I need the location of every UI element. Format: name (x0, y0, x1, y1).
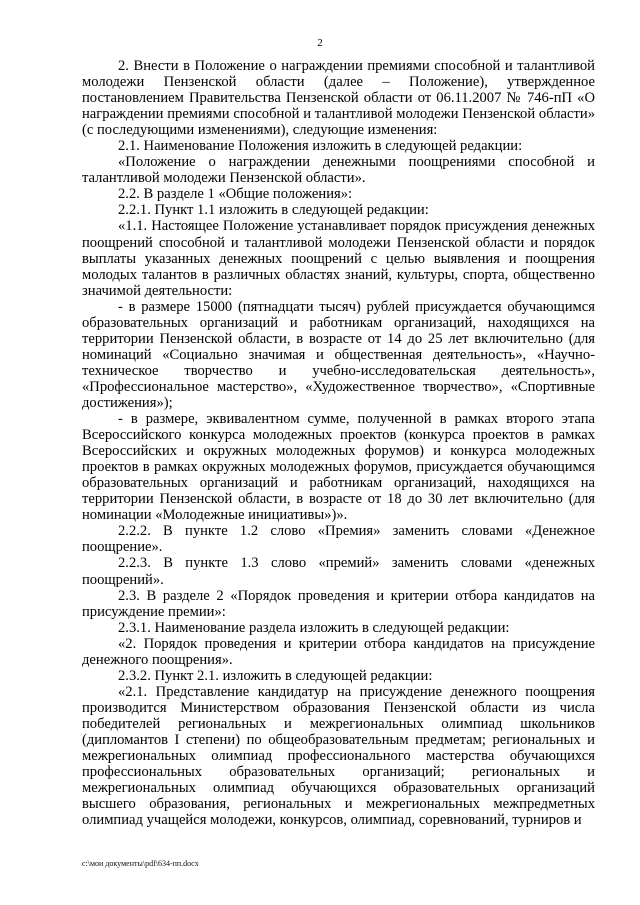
paragraph-item-2: 2. Внести в Положение о награждении премиями способной и талантливой молодежи Пензенской области (далее – Положение), утвержденное постановлением Правительства Пензенской области от 06.11.2007 № 746-пП «О награждении премиями способной и талантливой молодежи Пензенской области» (с последующими изменениями), следующие изменения: (82, 58, 595, 139)
paragraph-2-2-2: 2.2.2. В пункте 1.2 слово «Премия» заменить словами «Денежное поощрение». (82, 523, 595, 556)
paragraph-2-3-1: 2.3.1. Наименование раздела изложить в следующей редакции: (118, 619, 510, 636)
footer-file-path: c:\мои документы\pdf\634-пп.docx (82, 859, 199, 868)
paragraph-new-title: «Положение о награждении денежными поощрениями способной и талантливой молодежи Пензенской области». (82, 154, 595, 187)
paragraph-2-3-2: 2.3.2. Пункт 2.1. изложить в следующей редакции: (118, 667, 433, 684)
page-number: 2 (317, 37, 323, 49)
paragraph-2-2: 2.2. В разделе 1 «Общие положения»: (118, 186, 353, 203)
paragraph-2-2-3: 2.2.3. В пункте 1.3 слово «премий» заменить словами «денежных поощрений». (82, 555, 595, 588)
paragraph-1-1-text: «1.1. Настоящее Положение устанавливает порядок присуждения денежных поощрений способной и талантливой молодежи Пензенской области и порядок выплаты указанных денежных поощрений с целью выявления и поощрения молодых талантов в различных областях знаний, культуры, спорта, общественно значимой деятельности: (82, 218, 595, 299)
paragraph-bullet-15000: - в размере 15000 (пятнадцати тысяч) рублей присуждается обучающимся образовательных организаций и работникам организаций, находящихся на территории Пензенской области, в возрасте от 14 до 25 лет включительно (для номинаций «Социально значимая и общественная деятельность», «Научно-техническое творчество и учебно-исследовательская деятельность», «Профессиональное мастерство», «Художественное творчество», «Спортивные достижения»); (82, 298, 595, 411)
paragraph-2-1: 2.1. Наименование Положения изложить в следующей редакции: (118, 138, 523, 155)
paragraph-2-3: 2.3. В разделе 2 «Порядок проведения и критерии отбора кандидатов на присуждение премии»: (82, 587, 595, 620)
paragraph-section-title: «2. Порядок проведения и критерии отбора кандидатов на присуждение денежного поощрения». (82, 635, 595, 668)
paragraph-2-2-1: 2.2.1. Пункт 1.1 изложить в следующей редакции: (118, 202, 429, 219)
paragraph-2-1-text: «2.1. Представление кандидатур на присуждение денежного поощрения производится Министерством образования Пензенской области из числа победителей региональных и межрегиональных олимпиад школьников (дипломантов I степени) по общеобразовательным предметам; региональных и межрегиональных олимпиад профессионального мастерства обучающихся профессиональных образовательных организаций; региональных и межрегиональных олимпиад обучающихся образовательных организаций высшего образования, региональных и межрегиональных межпредметных олимпиад учащейся молодежи, конкурсов, олимпиад, соревнований, турниров и (82, 683, 595, 829)
paragraph-bullet-equivalent: - в размере, эквивалентном сумме, полученной в рамках второго этапа Всероссийского конкурса молодежных проектов (конкурса проектов в рамках Всероссийских и окружных молодежных форумов) и конкурса молодежных проектов в рамках окружных молодежных форумов, присуждается обучающимся образовательных организаций и работникам организаций, находящихся на территории Пензенской области, в возрасте от 18 до 30 лет включительно (для номинации «Молодежные инициативы»)». (82, 411, 595, 524)
document-body (82, 58, 595, 828)
